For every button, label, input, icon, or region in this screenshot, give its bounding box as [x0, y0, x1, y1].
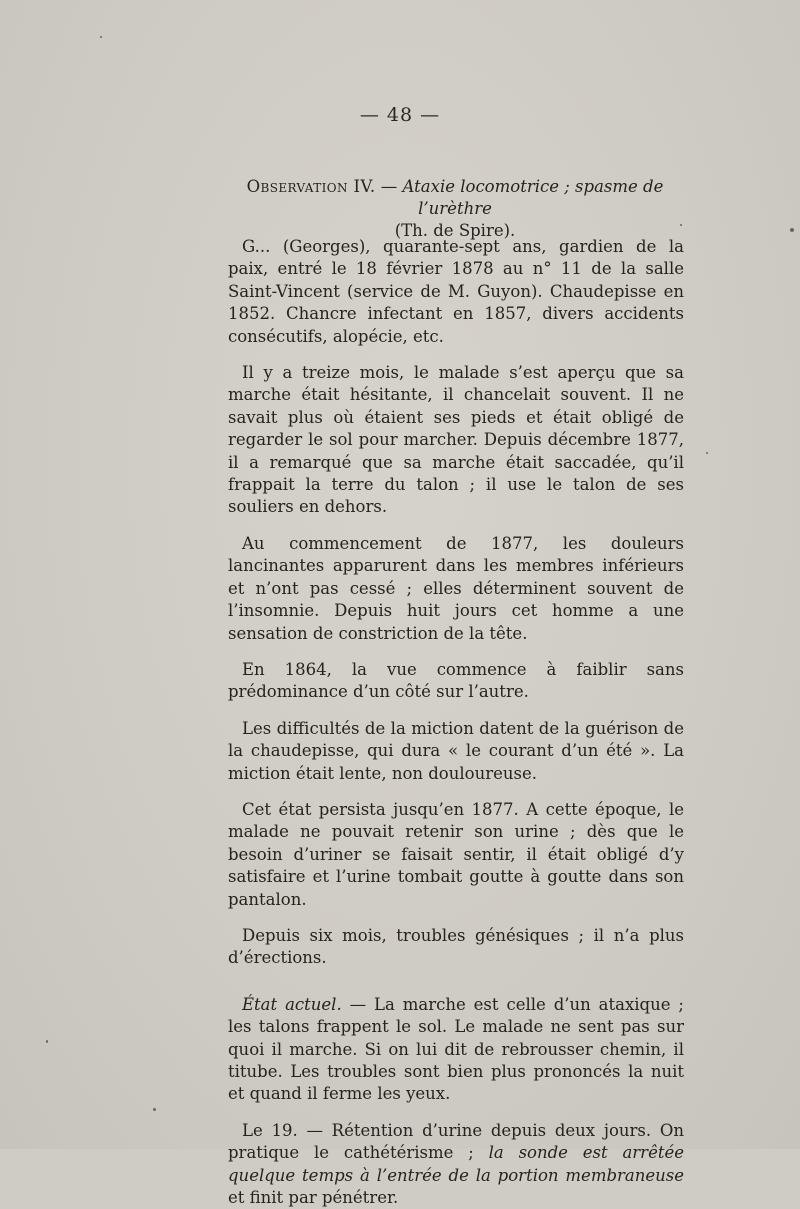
paragraph: Depuis six mois, troubles génésiques ; il n’a plus d’érections.: [228, 925, 684, 968]
paper-speck: [706, 452, 708, 454]
paragraph: Au commencement de 1877, les douleurs lancinantes apparurent dans les membres inférieurs et n’ont pas cessé ; elles déterminent souvent de l’insomnie. Depuis huit jours cet homme a une sensation de constriction de la tête.: [228, 533, 684, 643]
body-text: [228, 236, 684, 1209]
paragraph-text: — La marche est celle d’un ataxique ; les talons frappent le sol. Le malade ne sent pas sur quoi il marche. Si on lui dit de rebrousser chemin, il titube. Les troubles sont bien plus prononcés la nuit et quand il ferme les yeux.: [228, 994, 684, 1104]
paragraph: En 1864, la vue commence à faiblir sans prédominance d’un côté sur l’autre.: [228, 659, 684, 702]
paragraph-text: et finit par pénétrer.: [228, 1188, 399, 1208]
paragraph: [228, 1120, 684, 1209]
paper-speck: [46, 1040, 48, 1043]
page-number: — 48 —: [359, 104, 441, 126]
paragraph: G... (Georges), quarante-sept ans, gardien de la paix, entré le 18 février 1878 au n° 11 de la salle Saint-Vincent (service de M. Guyon). Chaudepisse en 1852. Chancre infectant en 1857, divers accidents consécutifs, alopécie, etc.: [228, 237, 684, 346]
observation-title: Ataxie locomotrice ; spasme de l’urèthre: [402, 177, 664, 218]
paper-speck: [680, 224, 682, 226]
observation-header: [230, 176, 680, 242]
paper-speck: [153, 1108, 156, 1111]
observation-label: Observation IV.: [246, 177, 376, 196]
paper-speck: [790, 228, 794, 232]
paragraph: Les difficultés de la miction datent de la guérison de la chaudepisse, qui dura « le courant d’un été ». La miction était lente, non douloureuse.: [228, 718, 684, 783]
paragraph: Il y a treize mois, le malade s’est aperçu que sa marche était hésitante, il chancelait souvent. Il ne savait plus où étaient ses pieds et était obligé de regarder le sol pour marcher. Depuis décembre 1877, il a remarqué que sa marche était saccadée, qu’il frappait la terre du talon ; il use le talon de ses souliers en dehors.: [228, 363, 684, 517]
section-lead-etat-actuel: État actuel.: [242, 994, 342, 1014]
observation-author: (Th. de Spire).: [394, 221, 516, 240]
paper-speck: [100, 36, 102, 38]
paragraph: [228, 994, 684, 1106]
paragraph-italic-text: la sonde est arrêtée quelque temps à l’entrée de la portion membraneuse: [228, 1143, 684, 1185]
paragraph-text: Le 19. — Rétention d’urine depuis deux jours. On pratique le cathétérisme ;: [228, 1120, 684, 1163]
paragraph: Cet état persista jusqu’en 1877. A cette époque, le malade ne pouvait retenir son urine ; dès que le besoin d’uriner se faisait sentir, il était obligé d’y satisfaire et l’urine tombait goutte à goutte dans son pantalon.: [228, 799, 684, 909]
observation-dash: —: [375, 177, 403, 196]
